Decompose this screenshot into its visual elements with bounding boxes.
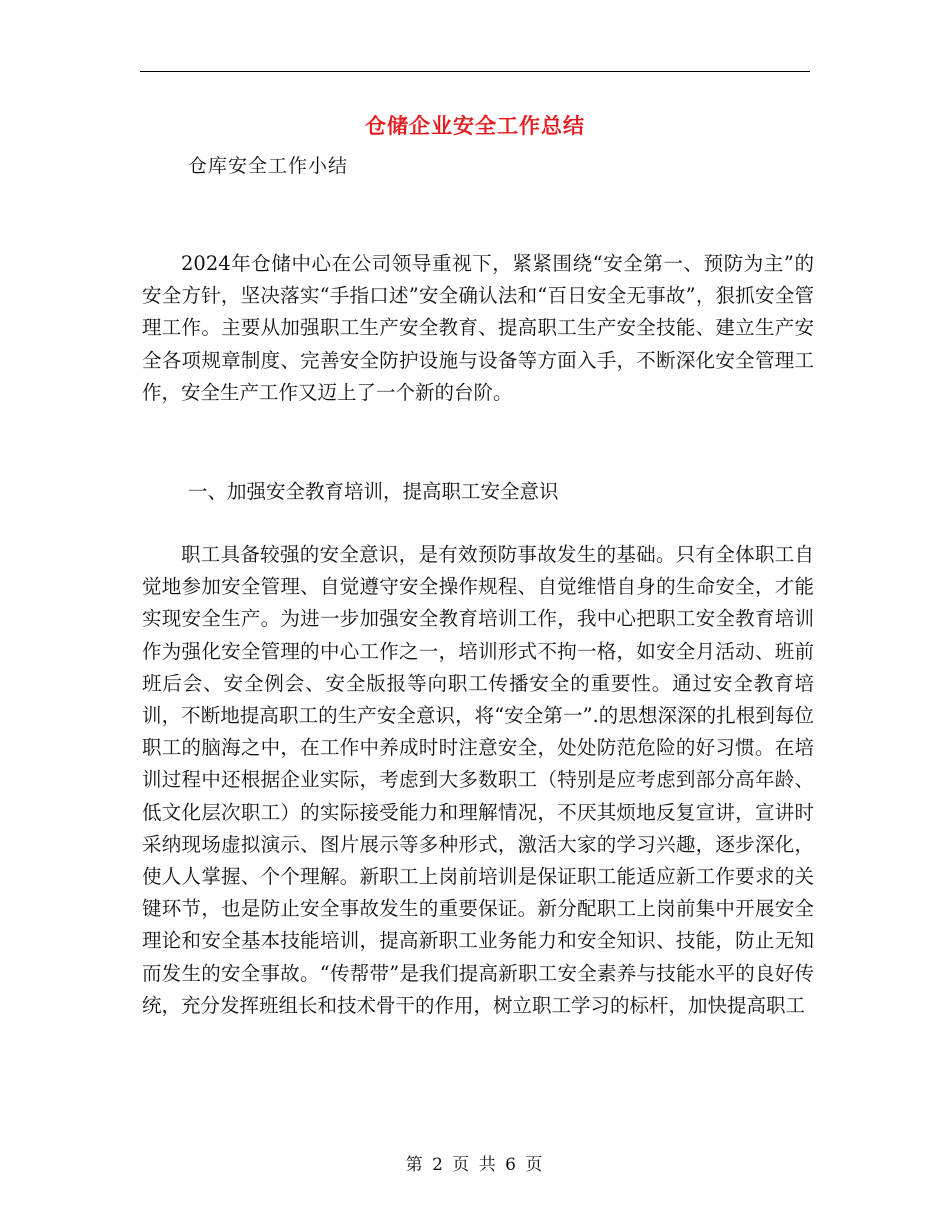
document-subtitle: 仓库安全工作小结 <box>188 155 349 177</box>
section-heading-1: 一、加强安全教育培训，提高职工安全意识 <box>188 480 559 503</box>
document-title: 仓储企业安全工作总结 <box>365 113 585 138</box>
header-rule <box>140 71 810 72</box>
page-number-footer: 第 2 页 共 6 页 <box>405 1155 545 1175</box>
paragraph-training: 职工具备较强的安全意识，是有效预防事故发生的基础。只有全体职工自觉地参加安全管理、自觉遵守安全操作规程、自觉维惜自身的生命安全，才能实现安全生产。为进一步加强安全教育培训工作，我中心把职工安全教育培训作为强化安全管理的中心工作之一，培训形式不拘一格，如安全月活动、班前班后会、安全例会、安全版报等向职工传播安全的重要性。通过安全教育培训，不断地提高职工的生产安全意识，将“安全第一”.的思想深深的扎根到每位职工的脑海之中，在工作中养成时时注意安全，处处防范危险的好习惯。在培训过程中还根据企业实际，考虑到大多数职工（特别是应考虑到部分高年龄、低文化层次职工）的实际接受能力和理解情况，不厌其烦地反复宣讲，宣讲时采纳现场虚拟演示、图片展示等多种形式，激活大家的学习兴趣，逐步深化，使人人掌握、个个理解。新职工上岗前培训是保证职工能适应新工作要求的关键环节，也是防止安全事故发生的重要保证。新分配职工上岗前集中开展安全理论和安全基本技能培训，提高新职工业务能力和安全知识、技能，防止无知而发生的安全事故。“传帮带”是我们提高新职工安全素养与技能水平的良好传统，充分发挥班组长和技术骨干的作用，树立职工学习的标杆，加快提高职工 <box>142 543 814 1017</box>
paragraph-intro: 2024年仓储中心在公司领导重视下，紧紧围绕“安全第一、预防为主”的安全方针，坚决落实“手指口述”安全确认法和“百日安全无事故”，狠抓安全管理工作。主要从加强职工生产安全教育、提高职工生产安全技能、建立生产安全各项规章制度、完善安全防护设施与设备等方面入手，不断深化安全管理工作，安全生产工作又迈上了一个新的台阶。 <box>142 252 814 404</box>
